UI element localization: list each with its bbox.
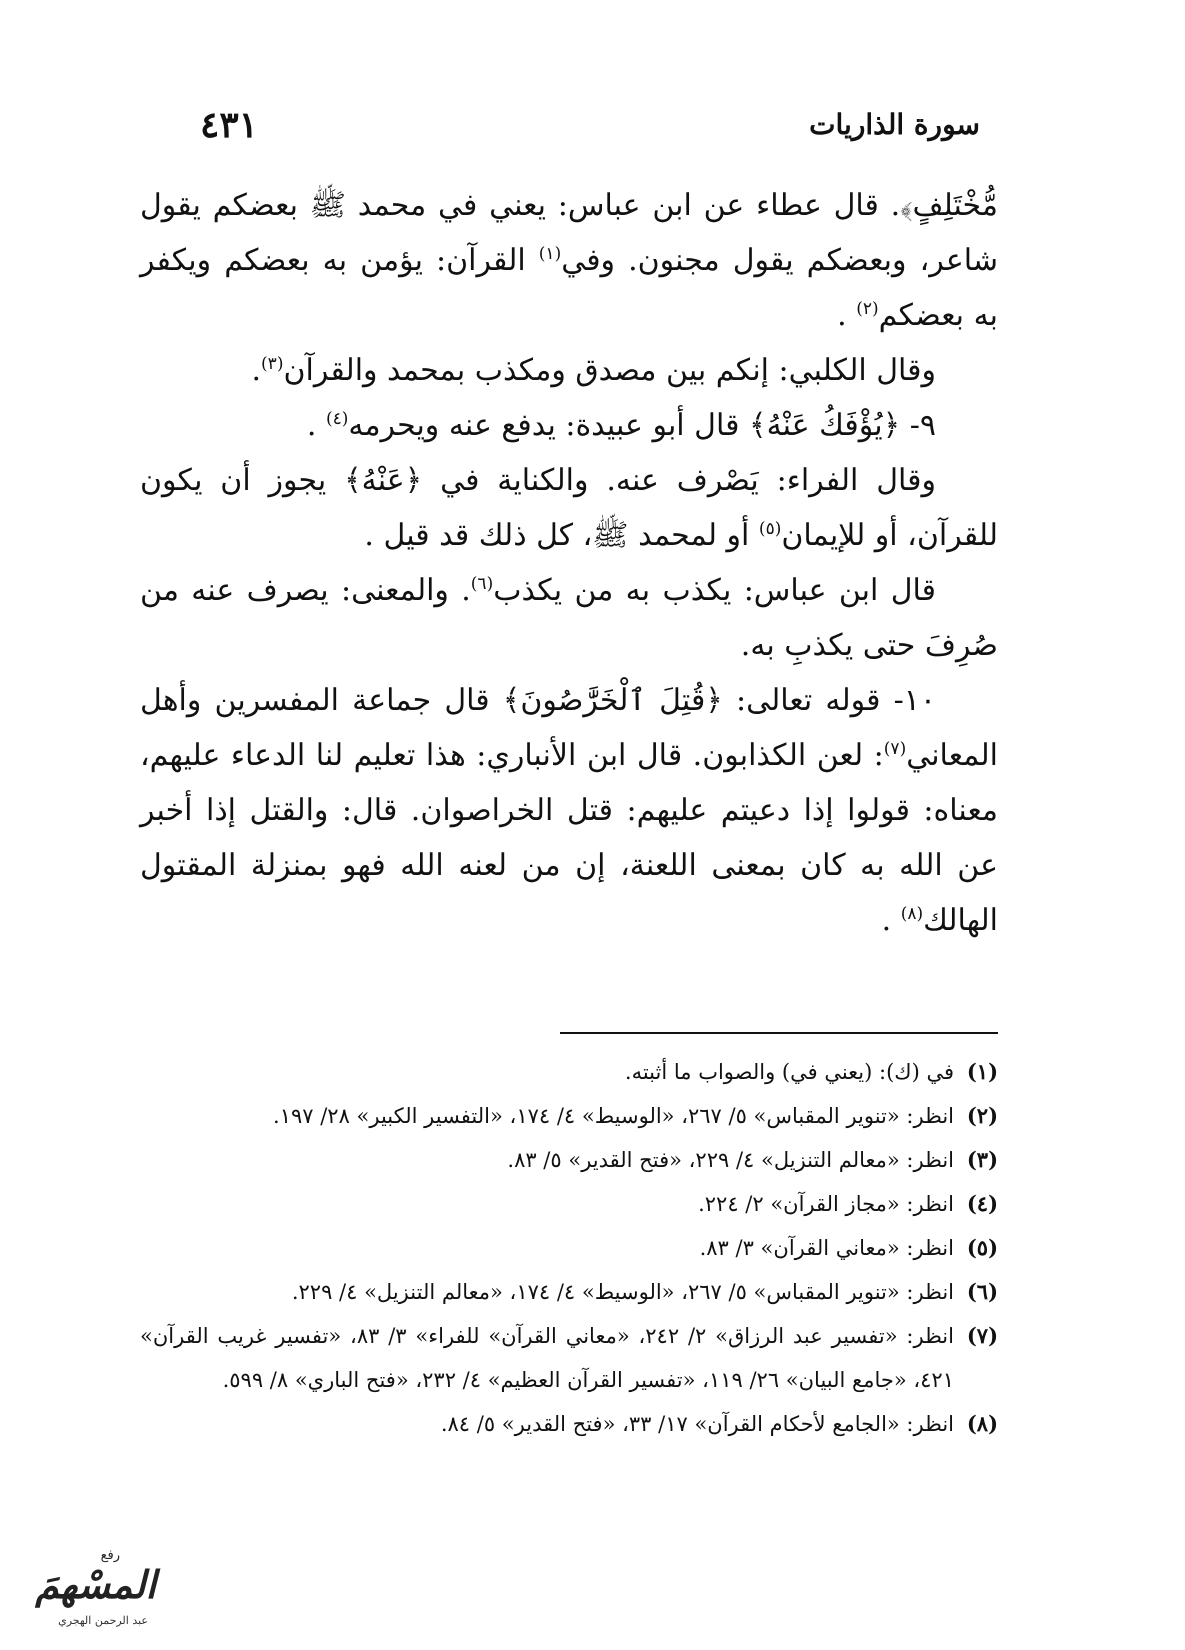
footnote-number: (٨) [966,1411,998,1436]
footnote-text: انظر: «مجاز القرآن» ٢/ ٢٢٤. [698,1192,954,1216]
paragraph: وقال الفراء: يَصْرف عنه. والكناية في ﴿عَنْهُ﴾ يجوز أن يكون للقرآن، أو للإيمان$^{(٥)}$ أو لمحمد ﷺ، كل ذلك قد قيل . [140,463,998,553]
footnote-ref: (٢) [856,299,879,319]
footnote-number: (٤) [966,1191,998,1216]
footnote-text: انظر: «تنوير المقباس» ٥/ ٢٦٧، «الوسيط» ٤/ ١٧٤، «التفسير الكبير» ٢٨/ ١٩٧. [273,1104,954,1128]
surah-title: سورة الذاريات [809,108,980,141]
footnote-ref: (٣) [261,354,284,374]
footnote [140,1270,998,1314]
paragraph: مُّخْتَلِفٍ﴾. قال عطاء عن ابن عباس: يعني في محمد ﷺ بعضكم يقول شاعر، وبعضكم يقول مجنون. وفي$^{(١)}$ القرآن: يؤمن به بعضكم ويكفر به بعضكم$^{(٢)}$ . [140,188,998,333]
footnote-text: في (ك): (يعني في) والصواب ما أثبته. [624,1060,954,1084]
footnote-divider [560,1032,998,1034]
footnote [140,1226,998,1270]
paragraph: ٩- ﴿يُؤْفَكُ عَنْهُ﴾ قال أبو عبيدة: يدفع عنه ويحرمه$^{(٤)}$ . [306,408,936,443]
footnote-number: (١) [966,1059,998,1084]
footnote-number: (٢) [966,1103,998,1128]
footnote [140,1138,998,1182]
main-text [140,178,998,948]
footnote-ref: (٥) [758,519,782,539]
footnote [140,1094,998,1138]
footnote-ref: (٦) [470,574,494,594]
paragraph: قال ابن عباس: يكذب به من يكذب$^{(٦)}$. والمعنى: يصرف عنه من صُرِفَ حتى يكذبِ به. [140,573,998,663]
footnote-ref: (٨) [900,904,924,924]
footnote [140,1182,998,1226]
footnote-ref: (١) [538,244,562,264]
footnote-text: انظر: «تفسير عبد الرزاق» ٢/ ٢٤٢، «معاني القرآن» للفراء» ٣/ ٨٣، «تفسير غريب القرآن» ٤٢١، «جامع البيان» ٢٦/ ١١٩، «تفسير القرآن العظيم» ٤/ ٢٣٢، «فتح الباري» ٨/ ٥٩٩. [140,1324,954,1392]
footnote-number: (٦) [966,1279,998,1304]
publisher-logo [6,1548,156,1634]
footnote [140,1314,998,1402]
page-header [200,104,980,158]
logo-sub-text: عبد الرحمن الهجري [58,1614,148,1627]
footnote-number: (٣) [966,1147,998,1172]
footnote-text: انظر: «معالم التنزيل» ٤/ ٢٢٩، «فتح القدير» ٥/ ٨٣. [507,1148,954,1172]
footnote-text: انظر: «تنوير المقباس» ٥/ ٢٦٧، «الوسيط» ٤/ ١٧٤، «معالم التنزيل» ٤/ ٢٢٩. [291,1280,954,1304]
footnote [140,1402,998,1446]
footnote-number: (٧) [966,1323,998,1348]
logo-main-text: المسْهمَ [35,1562,156,1607]
paragraph: ١٠- قوله تعالى: ﴿قُتِلَ ٱلْخَرَّٰصُونَ﴾ قال جماعة المفسرين وأهل المعاني$^{(٧)}$: لعن الكذابون. قال ابن الأنباري: هذا تعليم لنا الدعاء عليهم، معناه: قولوا إذا دعيتم عليهم: قتل الخراصوان. قال: والقتل إذا أخبر عن الله به كان بمعنى اللعنة، إن من لعنه الله فهو بمنزلة المقتول الهالك$^{(٨)}$ . [140,683,998,938]
footnotes [140,1050,998,1446]
paragraph: وقال الكلبي: إنكم بين مصدق ومكذب بمحمد والقرآن$^{(٣)}$. [251,353,936,388]
logo-small-text: رفع [100,1548,120,1563]
footnote-ref: (٧) [883,739,907,759]
footnote-number: (٥) [966,1235,998,1260]
footnote [140,1050,998,1094]
footnote-ref: (٤) [325,409,349,429]
footnote-text: انظر: «معاني القرآن» ٣/ ٨٣. [699,1236,954,1260]
footnote-text: انظر: «الجامع لأحكام القرآن» ١٧/ ٣٣، «فتح القدير» ٥/ ٨٤. [440,1412,954,1436]
page-number: ٤٣١ [200,104,259,146]
